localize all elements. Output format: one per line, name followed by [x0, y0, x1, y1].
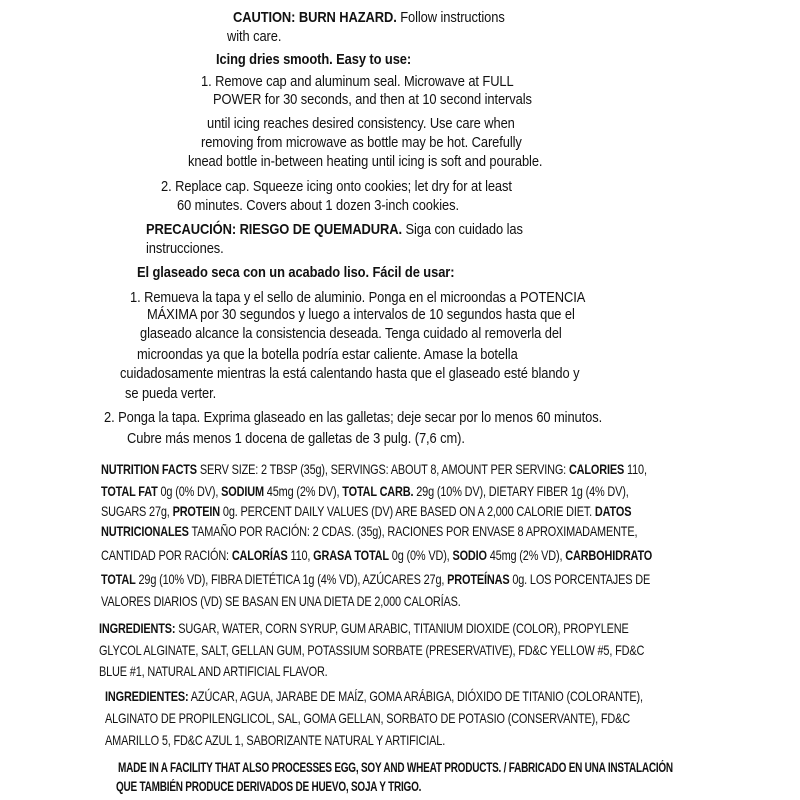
ingredients-es-line: [105, 688, 643, 705]
ingredients-es-label: INGREDIENTES:: [105, 688, 189, 704]
ingredients-en-line: [99, 620, 629, 637]
facility-statement-line: QUE TAMBIÉN PRODUCE DERIVADOS DE HUEVO, SOJA Y TRIGO.: [116, 779, 422, 794]
nutrition-line: [101, 503, 631, 520]
facility-statement-line: MADE IN A FACILITY THAT ALSO PROCESSES EGG, SOY AND WHEAT PRODUCTS. / FABRICADO EN UNA INSTALACIÓN: [118, 760, 673, 775]
ingredients-es-text: AZÚCAR, AGUA, JARABE DE MAÍZ, GOMA ARÁBIGA, DIÓXIDO DE TITANIO (COLORANTE),: [188, 688, 643, 704]
nutrition-label: CALORIES: [568, 461, 625, 477]
nutrition-text: 45mg (2% DV),: [263, 483, 343, 499]
step1-es-line: MÁXIMA por 30 segundos y luego a intervalos de 10 segundos hasta que el: [147, 306, 575, 323]
step1-en-line: knead bottle in-between heating until icing is soft and pourable.: [188, 153, 543, 170]
nutrition-label: PROTEÍNAS: [447, 571, 510, 587]
nutrition-label: NUTRICIONALES: [101, 523, 189, 539]
nutrition-line: [101, 523, 637, 540]
step1-es-line: glaseado alcance la consistencia deseada. Tenga cuidado al removerla del: [140, 325, 562, 342]
caution-es: [146, 221, 523, 238]
ingredients-es-line: AMARILLO 5, FD&C AZUL 1, SABORIZANTE NATURAL Y ARTIFICIAL.: [105, 732, 446, 748]
ingredients-en-line: BLUE #1, NATURAL AND ARTIFICIAL FLAVOR.: [99, 663, 328, 679]
nutrition-text: 0g (0% DV),: [157, 483, 222, 499]
nutrition-label: TOTAL CARB.: [342, 483, 414, 499]
nutrition-text: 110,: [287, 547, 314, 563]
step1-en-line: removing from microwave as bottle may be hot. Carefully: [201, 134, 522, 151]
nutrition-text: 29g (10% DV), DIETARY FIBER 1g (4% DV),: [413, 483, 629, 499]
nutrition-label: NUTRITION FACTS: [101, 461, 197, 477]
ingredients-en-text: SUGAR, WATER, CORN SYRUP, GUM ARABIC, TITANIUM DIOXIDE (COLOR), PROPYLENE: [175, 620, 629, 636]
step2-en-line: 2. Replace cap. Squeeze icing onto cookies; let dry for at least: [161, 178, 512, 195]
nutrition-text: 29g (10% VD), FIBRA DIETÉTICA 1g (4% VD), AZÚCARES 27g,: [135, 571, 448, 587]
nutrition-label: CARBOHIDRATO: [565, 547, 653, 563]
instructions-en-heading-text: Icing dries smooth. Easy to use:: [216, 51, 412, 68]
ingredients-es-line: ALGINATO DE PROPILENGLICOL, SAL, GOMA GELLAN, SORBATO DE POTASIO (CONSERVANTE), FD&C: [105, 710, 630, 726]
nutrition-label: SODIO: [452, 547, 487, 563]
step1-es-line: se pueda verter.: [125, 385, 217, 402]
nutrition-label: GRASA TOTAL: [313, 547, 389, 563]
nutrition-label: TOTAL: [101, 571, 136, 587]
step2-en-line: 60 minutes. Covers about 1 dozen 3-inch cookies.: [177, 197, 459, 214]
nutrition-text: 110,: [624, 461, 647, 477]
nutrition-label: SODIUM: [221, 483, 264, 499]
caution-en-cont: with care.: [227, 28, 282, 45]
nutrition-label: CALORÍAS: [231, 547, 288, 563]
step1-en-line: POWER for 30 seconds, and then at 10 second intervals: [213, 91, 532, 108]
ingredients-en-line: GLYCOL ALGINATE, SALT, GELLAN GUM, POTASSIUM SORBATE (PRESERVATIVE), FD&C YELLOW #5, FD&C: [99, 642, 645, 658]
caution-es-bold: PRECAUCIÓN: RIESGO DE QUEMADURA.: [146, 221, 402, 238]
step1-en-line: until icing reaches desired consistency. Use care when: [207, 115, 515, 132]
step1-es-line: microondas ya que la botella podría estar caliente. Amase la botella: [137, 346, 518, 363]
nutrition-line: [101, 547, 652, 564]
instructions-en-heading: [216, 51, 411, 68]
nutrition-text: CANTIDAD POR RACIÓN:: [101, 547, 232, 563]
nutrition-text: SERV SIZE: 2 TBSP (35g), SERVINGS: ABOUT 8, AMOUNT PER SERVING:: [196, 461, 569, 477]
step1-es-line: 1. Remueva la tapa y el sello de aluminio. Ponga en el microondas a POTENCIA: [130, 289, 586, 306]
ingredients-en-label: INGREDIENTS:: [99, 620, 176, 636]
nutrition-label: TOTAL FAT: [101, 483, 158, 499]
nutrition-text: 0g (0% VD),: [388, 547, 453, 563]
nutrition-text: SUGARS 27g,: [101, 503, 173, 519]
caution-es-rest: Siga con cuidado las: [401, 221, 523, 238]
nutrition-line: [101, 461, 647, 478]
nutrition-text: 0g. PERCENT DAILY VALUES (DV) ARE BASED ON A 2,000 CALORIE DIET.: [220, 503, 595, 519]
caution-en-rest: Follow instructions: [396, 9, 505, 26]
step1-es-line: cuidadosamente mientras la está calentando hasta que el glaseado esté blando y: [120, 365, 580, 382]
caution-en-bold: CAUTION: BURN HAZARD.: [233, 9, 397, 26]
nutrition-text: 0g. LOS PORCENTAJES DE: [509, 571, 651, 587]
caution-en: [233, 9, 505, 26]
nutrition-line: [101, 571, 650, 588]
nutrition-text: TAMAÑO POR RACIÓN: 2 CDAS. (35g), RACIONES POR ENVASE 8 APROXIMADAMENTE,: [188, 523, 638, 539]
step1-en-line: 1. Remove cap and aluminum seal. Microwave at FULL: [201, 73, 514, 90]
instructions-es-heading: [137, 264, 454, 281]
nutrition-line: [101, 483, 629, 500]
nutrition-line: VALORES DIARIOS (VD) SE BASAN EN UNA DIETA DE 2,000 CALORÍAS.: [101, 593, 461, 609]
nutrition-label: PROTEIN: [172, 503, 221, 519]
caution-es-cont: instrucciones.: [146, 240, 224, 257]
nutrition-text: 45mg (2% VD),: [486, 547, 566, 563]
nutrition-label: DATOS: [594, 503, 632, 519]
instructions-es-heading-text: El glaseado seca con un acabado liso. Fácil de usar:: [137, 264, 455, 281]
step2-es-line: Cubre más menos 1 docena de galletas de 3 pulg. (7,6 cm).: [127, 430, 465, 447]
step2-es-line: 2. Ponga la tapa. Exprima glaseado en las galletas; deje secar por lo menos 60 minutos.: [104, 409, 603, 426]
